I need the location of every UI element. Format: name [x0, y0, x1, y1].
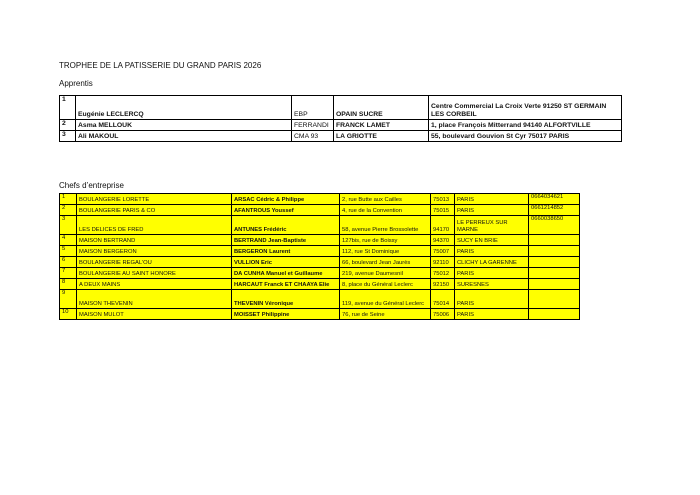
- chef-cp: 75012: [431, 268, 455, 279]
- table-row: [60, 279, 580, 290]
- chef-cp: 75006: [431, 309, 455, 320]
- chef-tel: [529, 309, 580, 320]
- chef-maison: BOULANGERIE REGAL’OU: [77, 257, 232, 268]
- chef-adresse: 76, rue de Seine: [340, 309, 431, 320]
- chef-num: 3: [60, 216, 77, 235]
- chef-ville: PARIS: [455, 194, 529, 205]
- chef-tel: [529, 246, 580, 257]
- chef-adresse: 8, place du Général Leclerc: [340, 279, 431, 290]
- chef-chef: VULLION Eric: [232, 257, 340, 268]
- table-row: [60, 216, 580, 235]
- chef-maison: A DEUX MAINS: [77, 279, 232, 290]
- table-row: [60, 235, 580, 246]
- chef-adresse: 219, avenue Daumesnil: [340, 268, 431, 279]
- chef-num: 10: [60, 309, 77, 320]
- chef-tel: [529, 235, 580, 246]
- chef-chef: HARCAUT Franck ET CHAAYA Elie: [232, 279, 340, 290]
- chef-cp: 75007: [431, 246, 455, 257]
- chef-ville: PARIS: [455, 290, 529, 309]
- chefs-table: [59, 193, 580, 320]
- apprenti-nom: Eugénie LECLERCQ: [76, 96, 292, 120]
- chef-cp: 75015: [431, 205, 455, 216]
- chef-tel: [529, 290, 580, 309]
- table-row: [60, 268, 580, 279]
- apprenti-diplome: CMA 93: [292, 131, 334, 142]
- chef-chef: BERGERON Laurent: [232, 246, 340, 257]
- chef-chef: MOISSET Philippine: [232, 309, 340, 320]
- table-row: [60, 257, 580, 268]
- table-row: [60, 205, 580, 216]
- chef-adresse: 58, avenue Pierre Brossolette: [340, 216, 431, 235]
- table-row: [60, 309, 580, 320]
- table-row: [60, 246, 580, 257]
- chef-maison: LES DELICES DE FRED: [77, 216, 232, 235]
- chef-adresse: 127bis, rue de Boissy: [340, 235, 431, 246]
- chef-maison: BOULANGERIE PARIS & CO: [77, 205, 232, 216]
- table-row: [60, 194, 580, 205]
- chef-cp: 75013: [431, 194, 455, 205]
- chef-maison: BOULANGERIE AU SAINT HONORE: [77, 268, 232, 279]
- chefs-heading: Chefs d’entreprise: [59, 181, 124, 190]
- apprenti-num: 2: [60, 120, 76, 131]
- apprentis-heading: Apprentis: [59, 79, 93, 88]
- chef-num: 8: [60, 279, 77, 290]
- chef-num: 4: [60, 235, 77, 246]
- chef-tel: 0661214852: [529, 205, 580, 216]
- apprenti-nom: Asma MELLOUK: [76, 120, 292, 131]
- apprenti-num: 3: [60, 131, 76, 142]
- chef-adresse: 4, rue de la Convention: [340, 205, 431, 216]
- chef-ville: SUCY EN BRIE: [455, 235, 529, 246]
- chef-chef: ARSAC Cédric & Philippe: [232, 194, 340, 205]
- chef-ville: PARIS: [455, 268, 529, 279]
- table-row: [60, 131, 622, 142]
- chef-num: 5: [60, 246, 77, 257]
- chef-chef: ANTUNES Frédéric: [232, 216, 340, 235]
- chef-chef: DA CUNHA Manuel et Guillaume: [232, 268, 340, 279]
- chef-maison: MAISON MULOT: [77, 309, 232, 320]
- chef-maison: MAISON BERTRAND: [77, 235, 232, 246]
- chef-ville: PARIS: [455, 246, 529, 257]
- chef-ville: SURESNES: [455, 279, 529, 290]
- document-title: TROPHEE DE LA PATISSERIE DU GRAND PARIS 2026: [59, 61, 262, 70]
- apprenti-adresse: 55, boulevard Gouvion St Cyr 75017 PARIS: [429, 131, 622, 142]
- apprenti-entreprise: FRANCK LAMET: [334, 120, 429, 131]
- chef-tel: 0660038650: [529, 216, 580, 235]
- apprenti-entreprise: OPAIN SUCRE: [334, 96, 429, 120]
- chef-chef: THEVENIN Véronique: [232, 290, 340, 309]
- apprenti-adresse: 1, place François Mitterrand 94140 ALFORTVILLE: [429, 120, 622, 131]
- chef-chef: BERTRAND Jean-Baptiste: [232, 235, 340, 246]
- apprenti-entreprise: LA GRIOTTE: [334, 131, 429, 142]
- chef-tel: 0664034621: [529, 194, 580, 205]
- chef-num: 7: [60, 268, 77, 279]
- chef-cp: 75014: [431, 290, 455, 309]
- apprenti-diplome: FERRANDI: [292, 120, 334, 131]
- apprenti-nom: Ali MAKOUL: [76, 131, 292, 142]
- table-row: [60, 290, 580, 309]
- chef-tel: [529, 257, 580, 268]
- chef-num: 9: [60, 290, 77, 309]
- chef-cp: 92110: [431, 257, 455, 268]
- chef-ville: LE PERREUX SUR MARNE: [455, 216, 529, 235]
- chef-tel: [529, 268, 580, 279]
- table-row: [60, 96, 622, 120]
- chef-maison: MAISON THEVENIN: [77, 290, 232, 309]
- apprentis-table: [59, 95, 622, 142]
- chef-maison: MAISON BERGERON: [77, 246, 232, 257]
- chef-chef: AFANTROUS Youssef: [232, 205, 340, 216]
- chef-tel: [529, 279, 580, 290]
- table-row: [60, 120, 622, 131]
- chef-ville: PARIS: [455, 309, 529, 320]
- chef-adresse: 112, rue St Dominique: [340, 246, 431, 257]
- chef-cp: 94170: [431, 216, 455, 235]
- apprenti-diplome: EBP: [292, 96, 334, 120]
- chef-adresse: 66, boulevard Jean Jaurès: [340, 257, 431, 268]
- chef-ville: PARIS: [455, 205, 529, 216]
- chef-maison: BOULANGERIE LORETTE: [77, 194, 232, 205]
- chef-adresse: 119, avenue du Général Leclerc: [340, 290, 431, 309]
- chef-num: 2: [60, 205, 77, 216]
- chef-num: 6: [60, 257, 77, 268]
- chef-cp: 92150: [431, 279, 455, 290]
- chef-ville: CLICHY LA GARENNE: [455, 257, 529, 268]
- chef-cp: 94370: [431, 235, 455, 246]
- chef-num: 1: [60, 194, 77, 205]
- apprenti-adresse: Centre Commercial La Croix Verte 91250 ST GERMAIN LES CORBEIL: [429, 96, 622, 120]
- chef-adresse: 2, rue Butte aux Cailles: [340, 194, 431, 205]
- apprenti-num: 1: [60, 96, 76, 120]
